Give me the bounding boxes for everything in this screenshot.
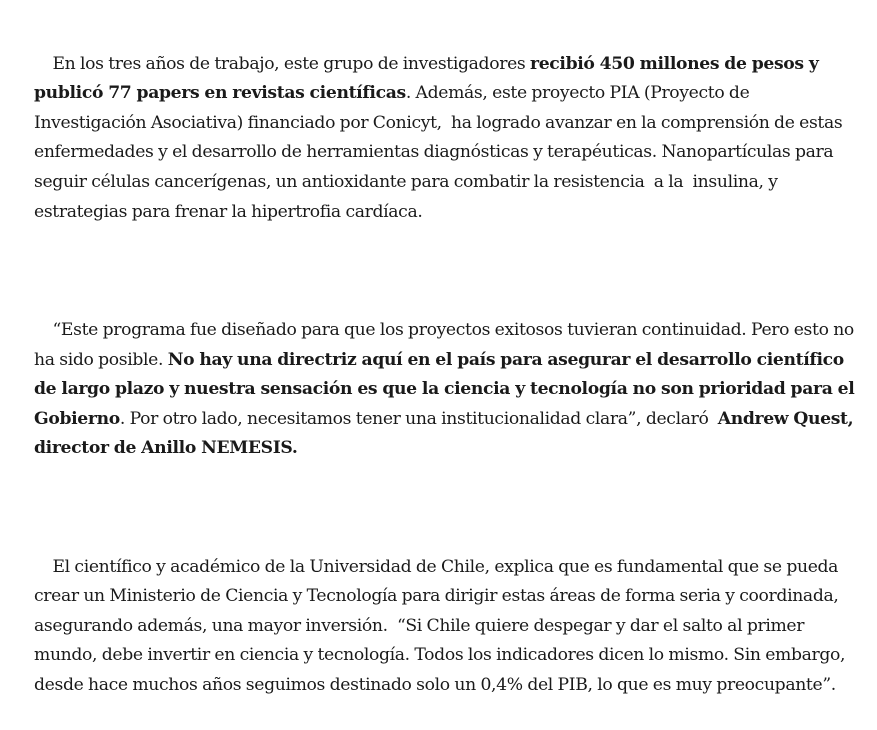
paragraph-text: “Este programa fue diseñado para que los proyectos exitosos tuvieran continuidad. Pero esto no ha sido posible.: [34, 319, 859, 370]
highlight-quote: No hay una directriz aquí en el país para asegurar el desarrollo científico de largo plazo y nuestra sensación es que la ciencia y tecnología no son prioridad para el Gobierno: [34, 349, 860, 429]
paragraph-text: . Por otro lado, necesitamos tener una institucionalidad clara”, declaró: [119, 408, 718, 429]
speaker-attribution: Andrew Quest, director de Anillo NEMESIS.: [34, 408, 859, 459]
highlight-funding: recibió 450 millones de pesos y publicó 77 papers en revistas científicas: [34, 53, 824, 104]
paragraph-text: En los tres años de trabajo, este grupo de investigadores: [52, 53, 530, 74]
paragraph-text: . Además, este proyecto PIA (Proyecto de Investigación Asociativa) financiado por Conicyt, ha logrado avanzar en la comprensión de estas enfermedades y el desarrollo de herramientas diagnósticas y terapéuticas. Nanopartículas para seguir células cancerígenas, un antioxidante para combatir la resistencia a la insulina, y estrategias para frenar la hipertrofia cardíaca.: [34, 83, 847, 222]
paragraph-funding: [34, 20, 857, 257]
paragraph-quote: [34, 286, 860, 493]
paragraph-text: El científico y académico de la Universidad de Chile, explica que es fundamental que se pueda crear un Ministerio de Ciencia y Tecnología para dirigir estas áreas de forma seria y coordinada, asegurando además, una mayor inversión. “Si Chile quiere despegar y dar el salto al primer mundo, debe invertir en ciencia y tecnología. Todos los indicadores dicen lo mismo. Sin embargo, desde hace muchos años seguimos destinado solo un 0,4% del PIB, lo que es muy preocupante”.: [34, 556, 850, 696]
paragraph-ministry: [34, 523, 857, 730]
